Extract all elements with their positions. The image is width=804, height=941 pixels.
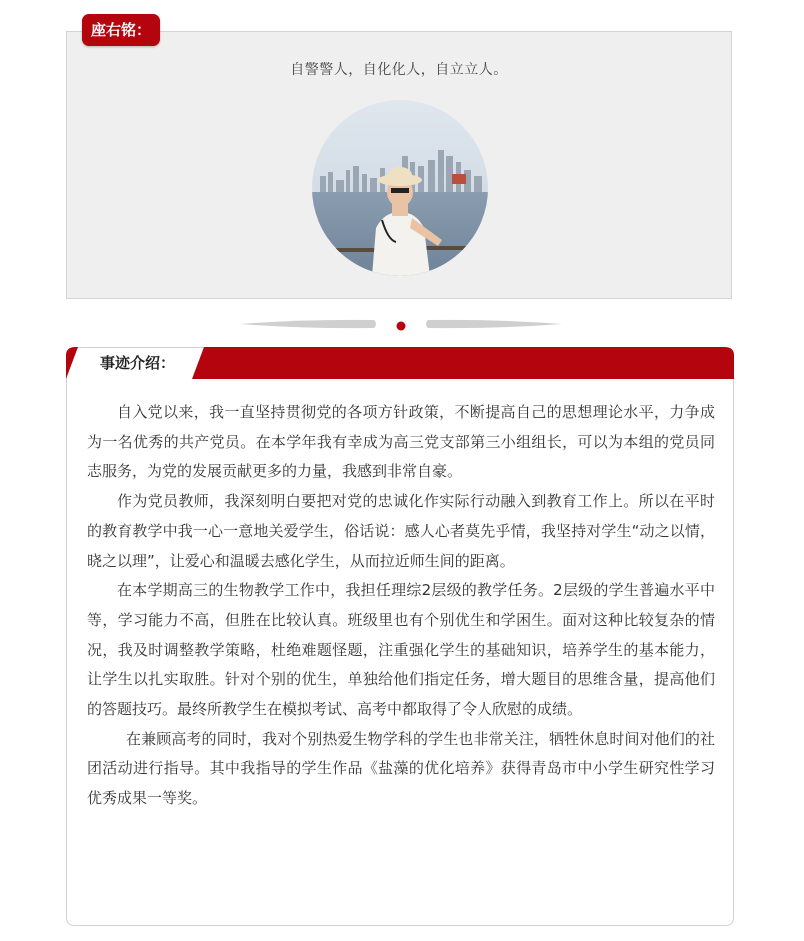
section-divider <box>238 313 564 335</box>
divider-dot-icon <box>397 322 406 331</box>
portrait-image <box>312 100 488 276</box>
paragraph-3: 在本学期高三的生物教学工作中，我担任理综2层级的教学任务。2层级的学生普遍水平中等，学习能力不高，但胜在比较认真。班级里也有个别优生和学困生。面对这种比较复杂的情况，我及时调整教学策略，杜绝难题怪题，注重强化学生的基础知识，培养学生的基本能力，让学生以扎实取胜。针对个别的优生，单独给他们指定任务，增大题目的思维含量，提高他们的答题技巧。最终所教学生在模拟考试、高考中都取得了令人欣慰的成绩。 <box>87 581 715 719</box>
portrait-photo <box>312 100 488 276</box>
motto-tag: 座右铭： <box>82 14 160 46</box>
paragraph-1: 自入党以来，我一直坚持贯彻党的各项方针政策，不断提高自己的思想理论水平，力争成为一名优秀的共产党员。在本学年我有幸成为高三党支部第三小组组长，可以为本组的党员同志服务，为党的发展贡献更多的力量，我感到非常自豪。 <box>87 403 715 481</box>
motto-text: 自警警人，自化化人，自立立人。 <box>290 62 508 78</box>
events-tag: 事迹介绍： <box>100 354 176 372</box>
paragraph-4: 在兼顾高考的同时，我对个别热爱生物学科的学生也非常关注，牺牲休息时间对他们的社团活动进行指导。其中我指导的学生作品《盐藻的优化培养》获得青岛市中小学生研究性学习优秀成果一等奖。 <box>87 729 715 808</box>
paragraph-2: 作为党员教师，我深刻明白要把对党的忠诚化作实际行动融入到教育工作上。所以在平时的教育教学中我一心一意地关爱学生，俗话说：感人心者莫先乎情，我坚持对学生“动之以情，晓之以理”，让爱心和温暖去感化学生，从而拉近师生间的距离。 <box>87 492 715 570</box>
events-content <box>87 398 715 814</box>
motto-panel <box>66 31 732 299</box>
